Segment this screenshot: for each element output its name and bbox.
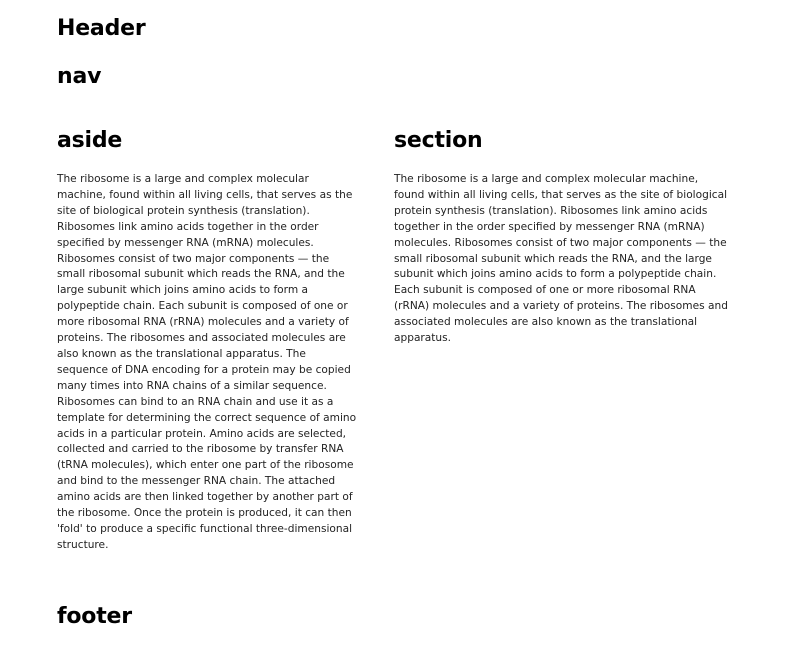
header-title: Header [57,16,146,41]
section-paragraph: The ribosome is a large and complex molecular machine, found within all living cells, that serves as the site of biological protein synthesis (translation). Ribosomes link amino acids together in the order specified by messenger RNA (mRNA) molecules. Ribosomes consist of two major components — the small ribosomal subunit which reads the RNA, and the large subunit which joins amino acids to form a polypeptide chain. Each subunit is composed of one or more ribosomal RNA (rRNA) molecules and a variety of proteins. The ribosomes and associated molecules are also known as the translational apparatus. [394,173,728,345]
aside-title: aside [57,128,123,153]
footer-title: footer [57,604,132,629]
section-title: section [394,128,483,153]
nav-title: nav [57,64,102,89]
aside-paragraph: The ribosome is a large and complex molecular machine, found within all living cells, that serves as the site of biological protein synthesis (translation). Ribosomes link amino acids together in the order specified by messenger RNA (mRNA) molecules. Ribosomes consist of two major components — the small ribosomal subunit which reads the RNA, and the large subunit which joins amino acids to form a polypeptide chain. Each subunit is composed of one or more ribosomal RNA (rRNA) molecules and a variety of proteins. The ribosomes and associated molecules are also known as the translational apparatus. The sequence of DNA encoding for a protein may be copied many times into RNA chains of a similar sequence. Ribosomes can bind to an RNA chain and use it as a template for determining the correct sequence of amino acids in a particular protein. Amino acids are selected, collected and carried to the ribosome by transfer RNA (tRNA molecules), which enter one part of the ribosome and bind to the messenger RNA chain. The attached amino acids are then linked together by another part of the ribosome. Once the protein is produced, it can then 'fold' to produce a specific functional three-dimensional structure. [57,173,357,551]
